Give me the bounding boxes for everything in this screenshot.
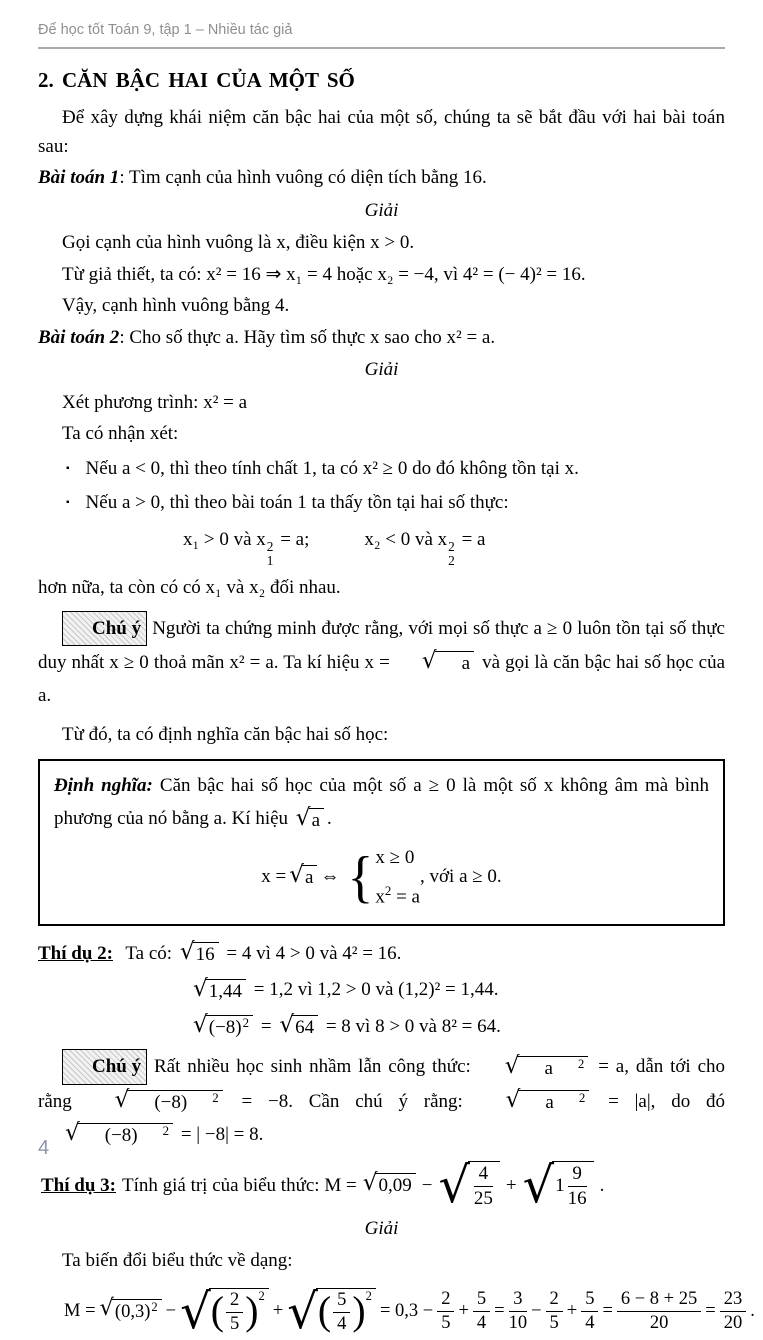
eq-tail: , với a ≥ 0. [420,866,502,888]
definition-label: Định nghĩa: [54,775,153,797]
plus-operator: + [458,1300,469,1321]
minus-operator: − [421,1174,433,1196]
iff-symbol: ⇔ [320,866,340,888]
example2-text: Ta có: [125,942,173,964]
sqrt-64 [279,1011,318,1040]
radicand: 16 [195,944,215,966]
radical-sign: √ [179,938,195,966]
note2-text-1: Rất nhiều học sinh nhầm lẫn công thức: [153,1056,471,1078]
root1-sup: 2 [266,539,274,555]
minus-operator: − [165,1300,177,1321]
radical-sign: √ [295,803,311,831]
page-number: 4 [38,1137,50,1159]
radicand: 64 [295,1017,315,1039]
note1-text-2: và gọi là căn bậc hai số học của a. [38,652,726,707]
radicand: a [311,809,320,831]
note2-text-2: = a, dẫn tới cho rằng [38,1056,726,1112]
fraction: $\frac{2}{5}$ [437,1289,454,1335]
note1-paragraph [38,611,725,713]
root2-text: x₂ < 0 và x [364,528,448,550]
radicand: (0,3) [114,1302,151,1323]
eq-step1: = 0,3 − [379,1300,434,1321]
radicand: (−8) [104,1125,138,1147]
definition-body-1: Căn bậc hai số học của một số a ≥ 0 là một số x không âm mà bình phương của nó bằng a. Kí hiệu [54,775,710,830]
root1-supsub [267,540,274,568]
sqrt-a [398,647,474,676]
radicand: a [544,1057,553,1079]
example2-line3-rest: = 8 vì 8 > 0 và 8² = 64. [325,1015,501,1037]
fraction: $\frac{3}{10}$ [508,1288,528,1334]
radical-sign: √ [180,1283,211,1340]
problem2-line1: Xét phương trình: x² = a [62,391,248,413]
mixed-whole: 1 [555,1175,565,1197]
equals: = [705,1300,716,1321]
sqrt-neg8-squared [91,1086,223,1115]
minus-operator: − [531,1300,542,1321]
example2-line1 [38,940,725,969]
example2-line3 [190,1013,725,1042]
root2-supsub [448,540,455,568]
sqrt-neg8-squared [41,1119,173,1148]
sqrt-16 [179,938,219,967]
radicand-exponent: 2 [577,1055,585,1071]
problem2-statement [38,324,725,353]
remark-1-text: Nếu a < 0, thì theo tính chất 1, ta có x² ≥ 0 do đó không tồn tại x. [85,457,579,479]
note2-text-3: = −8. Cần chú ý rằng: [241,1090,463,1112]
problem2-label: Bài toán 2 [38,326,120,348]
example2-line1-rest: = 4 vì 4 > 0 và 4² = 16. [226,942,402,964]
note2-paragraph [38,1049,725,1151]
remark-2-text: Nếu a > 0, thì theo bài toán 1 ta thấy tồn tại hai số thực: [85,492,509,514]
eq-lhs: x = [261,866,287,888]
note2-text-4: = |a|, do đó [608,1090,726,1112]
sqrt-4-25 [438,1156,499,1215]
fraction: $\frac{5}{4}$ [581,1289,598,1335]
sqrt-1-44 [193,974,246,1004]
case-2: $x^2 = a$ [375,883,420,908]
example3-text: Tính giá trị của biểu thức: M = [121,1174,357,1196]
radicand-exponent: 2 [258,1288,265,1303]
roots-formula [38,526,725,569]
example2-line2-rest: = 1,2 vì 1,2 > 0 và (1,2)² = 1,44. [253,979,499,1001]
open-paren: ( [317,1289,332,1334]
sqrt-a [289,861,317,890]
fraction: $\frac{23}{20}$ [720,1289,747,1335]
fraction: $\frac{2}{5}$ [226,1290,243,1336]
sqrt-a-squared [482,1086,590,1115]
definition-body-2: . [327,808,332,830]
radical-sign: √ [421,647,437,675]
intro-paragraph: Để xây dựng khái niệm căn bậc hai của một số, chúng ta sẽ bắt đầu với hai bài toán sau: [38,107,725,157]
note2-text-5: = | −8| = 8. [180,1123,264,1145]
bullet-icon: ▪ [66,497,70,509]
radical-sign: √ [522,1156,555,1215]
fraction: $\frac{9}{16}$ [567,1163,587,1209]
plus-operator: + [505,1174,517,1196]
radical-sign: √ [287,1283,318,1340]
problem1-statement [38,164,725,193]
problem2-text: : Cho số thực a. Hãy tìm số thực x sao cho x² = a. [119,326,496,348]
solution-heading: Giải [364,1217,399,1239]
fraction: $\frac{2}{5}$ [546,1289,563,1335]
root2-eq: = a [456,528,486,550]
solution-heading: Giải [364,359,399,381]
solution-heading: Giải [364,199,399,221]
radical-sign: √ [193,1011,208,1039]
radical-sign: √ [289,861,305,889]
equals: = [602,1300,613,1321]
equals: = [494,1300,505,1321]
radicand: a [461,653,471,675]
definition-intro: Từ đó, ta có định nghĩa căn bậc hai số học: [62,723,389,745]
case-1: x ≥ 0 [375,846,415,868]
fraction: $\frac{4}{25}$ [473,1163,493,1209]
sqrt-0-09 [362,1169,416,1198]
running-header: Để học tốt Toán 9, tập 1 – Nhiều tác giả [38,20,725,49]
example2-line2 [190,976,725,1005]
period: . [750,1300,755,1321]
example3-line [38,1156,725,1215]
sqrt-a [295,803,324,833]
sqrt-neg8-squared [193,1011,253,1040]
radicand: (−8) [208,1017,242,1039]
final-equation [62,1283,755,1340]
problem1-label: Bài toán 1 [38,167,120,189]
bullet-icon: ▪ [66,462,70,474]
sqrt-0-3-squared [99,1295,162,1323]
problem1-line1: Gọi cạnh của hình vuông là x, điều kiện x > 0. [62,232,415,254]
brace-symbol: { [347,845,374,909]
radicand-exponent: 2 [578,1089,586,1105]
radical-sign: √ [438,1156,470,1215]
plus-operator: + [272,1300,284,1321]
root1-text: x₁ > 0 và x [183,528,266,550]
root2-sub: 2 [448,553,455,569]
cases-block [375,844,420,912]
radicand: a [545,1091,554,1113]
radical-sign: √ [193,974,208,1002]
radicand-exponent: 2 [212,1089,219,1105]
radicand: a [305,867,314,889]
radicand-exponent: 2 [162,1123,170,1139]
fraction: $\frac{5}{4}$ [473,1289,490,1335]
example2-label: Thí dụ 2: [38,942,113,964]
note-label: Chú ý [62,1049,147,1084]
example3-label: Thí dụ 3: [41,1174,116,1196]
note1-text-1: Người ta chứng minh được rằng, với mọi số thực a ≥ 0 luôn tồn tại số thực duy nhất x ≥ 0 thoả mãn x² = a. Ta kí hiệu x = [38,617,725,674]
sqrt-1-9-16 [522,1156,594,1215]
radical-sign: √ [504,1051,520,1079]
definition-box [38,759,725,926]
radical-sign: √ [99,1295,114,1322]
problem1-line3: Vậy, cạnh hình vuông bằng 4. [62,295,290,317]
definition-text [54,769,709,836]
sqrt-2-5-squared [180,1283,269,1340]
problem2-line3: hơn nữa, ta còn có có x₁ và x₂ đối nhau. [38,577,341,599]
radicand-exponent: 2 [365,1288,372,1303]
open-paren: ( [210,1289,224,1334]
equals: = [260,1015,272,1037]
sqrt-5-4-squared [287,1283,376,1340]
period: . [599,1174,605,1196]
radicand: 1,44 [208,980,243,1002]
radical-sign: √ [505,1086,521,1114]
eq-m: M = [64,1300,96,1321]
radical-sign: √ [114,1086,130,1114]
problem1-text: : Tìm cạnh của hình vuông có diện tích bằng 16. [119,167,487,189]
section-title: 2. CĂN BẬC HAI CỦA MỘT SỐ [38,67,355,92]
close-paren: ) [245,1289,259,1334]
radicand-exponent: 2 [151,1300,158,1315]
fraction: $\frac{6 - 8 + 25}{20}$ [617,1289,701,1335]
root1-eq: = a; [275,528,310,550]
radicand-exponent: 2 [242,1015,250,1031]
example3-transform: Ta biến đổi biểu thức về dạng: [62,1250,293,1272]
radical-sign: √ [65,1119,80,1147]
radical-sign: √ [362,1169,378,1197]
fraction: $\frac{5}{4}$ [333,1290,350,1336]
definition-equation [54,844,709,912]
remark-item-2 [38,489,725,518]
note-label: Chú ý [62,611,147,646]
root1-sub: 1 [266,553,274,569]
radicand: 0,09 [378,1175,412,1197]
problem2-line2: Ta có nhận xét: [62,423,179,445]
problem1-line2: Từ giả thiết, ta có: x² = 16 ⇒ x₁ = 4 hoặc x₂ = −4, vì 4² = (− 4)² = 16. [62,263,586,285]
radicand: (−8) [154,1091,188,1113]
radical-sign: √ [279,1011,295,1039]
close-paren: ) [352,1289,366,1334]
root2-sup: 2 [448,539,455,555]
remark-item-1 [38,455,725,484]
plus-operator: + [566,1300,578,1321]
sqrt-a-squared [481,1051,589,1081]
